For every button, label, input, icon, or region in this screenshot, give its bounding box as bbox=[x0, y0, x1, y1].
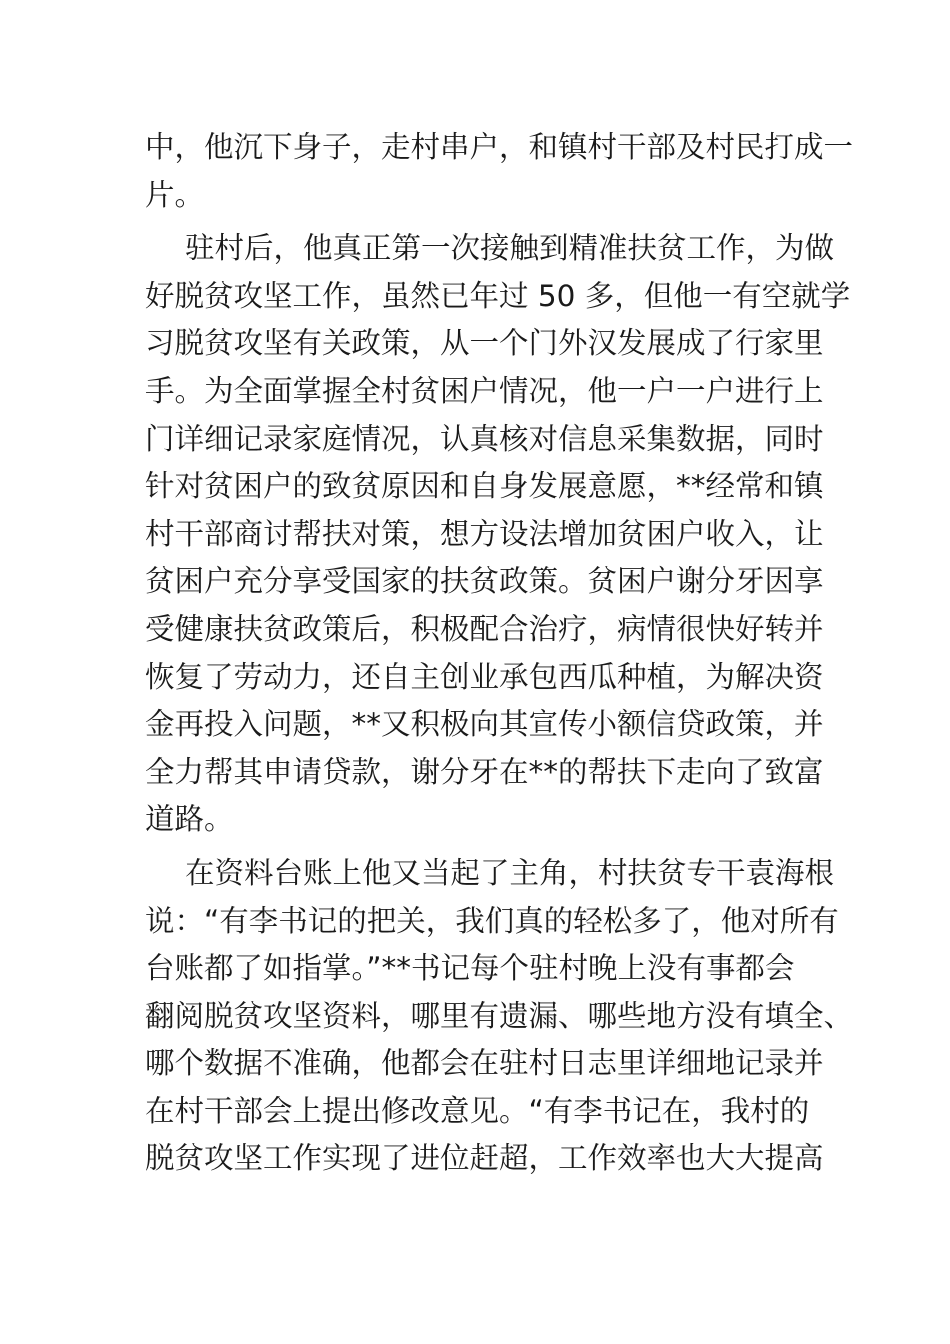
text-line: 驻村后，他真正第一次接触到精准扶贫工作，为做 bbox=[185, 231, 835, 266]
text-line: 好脱贫攻坚工作，虽然已年过 50 多，但他一有空就学 bbox=[145, 278, 851, 313]
text-line: 受健康扶贫政策后，积极配合治疗，病情很快好转并 bbox=[145, 611, 824, 646]
text-line: 说：“有李书记的把关，我们真的轻松多了，他对所有 bbox=[145, 903, 839, 938]
text-line: 在村干部会上提出修改意见。“有李书记在，我村的 bbox=[145, 1093, 810, 1128]
text-line: 门详细记录家庭情况，认真核对信息采集数据，同时 bbox=[145, 421, 824, 456]
text-line: 全力帮其申请贷款，谢分牙在**的帮扶下走向了致富 bbox=[145, 754, 824, 789]
text-line: 手。为全面掌握全村贫困户情况，他一户一户进行上 bbox=[145, 373, 824, 408]
paragraph-2 bbox=[145, 225, 851, 844]
text-line: 道路。 bbox=[145, 802, 234, 837]
paragraph-3 bbox=[145, 850, 854, 1183]
text-line: 贫困户充分享受国家的扶贫政策。贫困户谢分牙因享 bbox=[145, 564, 824, 599]
text-line: 片。 bbox=[145, 177, 205, 212]
text-line: 翻阅脱贫攻坚资料，哪里有遗漏、哪些地方没有填全、 bbox=[145, 998, 854, 1033]
text-line: 台账都了如指掌。”**书记每个驻村晚上没有事都会 bbox=[145, 951, 795, 986]
text-line: 习脱贫攻坚有关政策，从一个门外汉发展成了行家里 bbox=[145, 326, 824, 361]
text-line: 中，他沉下身子，走村串户，和镇村干部及村民打成一 bbox=[145, 130, 854, 164]
text-line: 恢复了劳动力，还自主创业承包西瓜种植，为解决资 bbox=[145, 659, 824, 694]
text-line: 哪个数据不准确，他都会在驻村日志里详细地记录并 bbox=[145, 1046, 824, 1081]
text-line: 针对贫困户的致贫原因和自身发展意愿，**经常和镇 bbox=[145, 469, 824, 504]
text-line: 在资料台账上他又当起了主角，村扶贫专干袁海根 bbox=[185, 855, 835, 890]
text-line: 村干部商讨帮扶对策，想方设法增加贫困户收入，让 bbox=[145, 516, 824, 551]
body-text bbox=[145, 124, 854, 1183]
text-line: 金再投入问题，**又积极向其宣传小额信贷政策，并 bbox=[145, 707, 824, 742]
paragraph-1 bbox=[145, 124, 854, 219]
text-line: 脱贫攻坚工作实现了进位赶超，工作效率也大大提高 bbox=[145, 1141, 824, 1176]
